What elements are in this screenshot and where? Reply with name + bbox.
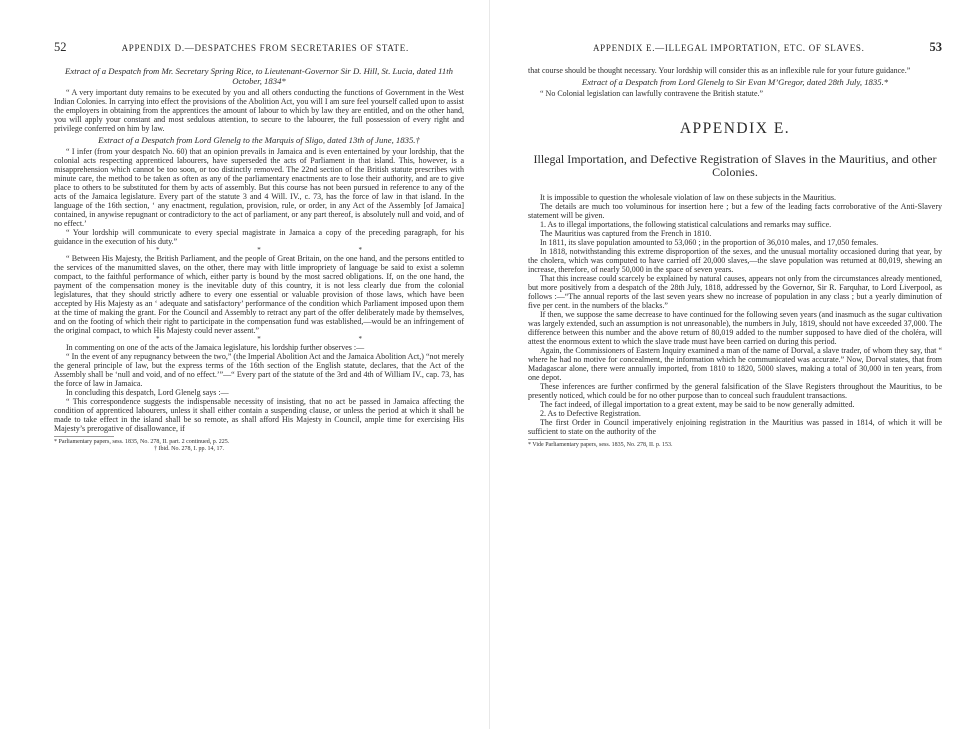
paragraph: In 1818, notwithstanding this extreme disproportion of the sexes, and the unusual mortality occasioned during that year, by the cholera, which was computed to have carried off 20,000 slaves,—the slave population was returned at 80,019, shewing an increase, therefore, of nearly 50,000 in the space of seven years. bbox=[528, 247, 942, 274]
appendix-title: APPENDIX E. bbox=[679, 120, 791, 137]
paragraph: Again, the Commissioners of Eastern Inquiry examined a man of the name of Dorval, a slave trader, of whom they say, that “ where he had no motive for concealment, the information which he communicated was accurate.” Now, Dorval states, that from Madagascar alone, there were annually imported, from 1810 to 1820, 5000 slaves, making a total of 30,000 in ten years, from one depot. bbox=[528, 346, 942, 382]
footnote: * Parliamentary papers, sess. 1835, No. 278, II. part. 2 continued, p. 225. bbox=[54, 439, 230, 445]
paragraph: 1. As to illegal importations, the following statistical calculations and remarks may suffice. bbox=[540, 220, 832, 229]
right-page-body bbox=[528, 66, 942, 449]
paragraph: “ In the event of any repugnancy between the two,” (the Imperial Abolition Act and the Jamaica Abolition Act,) “not merely the general principle of law, but the express terms of the 16th section of the English statute, declares, that the Act of the Assembly shall be ‘null and void, and of no effect.’”—“ Every part of the statute of the 3rd and 4th of William IV., cap. 73, has the force of law in Jamaica. bbox=[54, 352, 464, 388]
extract-heading-spring-rice: Extract of a Despatch from Mr. Secretary Spring Rice, to Lieutenant-Governor Sir D. Hill, St. Lucia, dated 11th October, 1834* bbox=[65, 66, 453, 86]
paragraph: The fact indeed, of illegal importation to a great extent, may be said to be now generally admitted. bbox=[540, 400, 855, 409]
paragraph: “ Between His Majesty, the British Parliament, and the people of Great Britain, on the one hand, and the persons entitled to the services of the manumitted slaves, on the other, there may with little impropriety of language be said to exist a solemn compact, to the faithful performance of which, either party is bound by the most sacred obligations. If, on the one hand, the payment of the compensation money is the inevitable duty of this country, it is not less clearly due from the colonial legislatures, that they should strictly adhere to every one essential or valuable provision of those laws, which have been accepted by His Majesty as an ‘ adequate and satisfactory’ performance of the condition which Parliament imposed upon them at the time of making the grant. For the Council and Assembly to retract any part of the offer deliberately made by themselves, and on the footing of which their right to participate in the compensation fund was established,—would be an infringement of the original compact, to which His Majesty could never assent.” bbox=[54, 254, 464, 335]
right-page-number: 53 bbox=[929, 40, 942, 54]
paragraph: The details are much too voluminous for insertion here ; but a few of the leading facts corroborative of the Anti-Slavery statement will be given. bbox=[528, 202, 942, 220]
left-page-body bbox=[54, 66, 464, 453]
right-running-head: APPENDIX E.—ILLEGAL IMPORTATION, ETC. OF SLAVES. bbox=[592, 43, 865, 53]
extract-heading-glenelg-mgregor: Extract of a Despatch from Lord Glenelg to Sir Evan M’Gregor, dated 28th July, 1835.* bbox=[581, 77, 889, 87]
extract-heading-glenelg-sligo: Extract of a Despatch from Lord Glenelg to the Marquis of Sligo, dated 13th of June, 1835.† bbox=[98, 135, 420, 145]
section-break-stars: * * * bbox=[156, 335, 410, 343]
left-page-number: 52 bbox=[54, 40, 67, 54]
left-running-head: APPENDIX D.—DESPATCHES FROM SECRETARIES OF STATE. bbox=[121, 43, 409, 53]
right-page-header bbox=[528, 40, 942, 56]
paragraph: In concluding this despatch, Lord Glenelg says :— bbox=[66, 388, 229, 397]
footnote: † Ibid. No. 278, I. pp. 14, 17. bbox=[154, 446, 224, 452]
left-page-header bbox=[54, 40, 464, 56]
paragraph: It is impossible to question the wholesale violation of law on these subjects in the Mauritius. bbox=[540, 193, 836, 202]
footnote: * Vide Parliamentary papers, sess. 1835, No. 278, II. p. 153. bbox=[528, 442, 673, 448]
footnote-rule bbox=[54, 436, 114, 437]
paragraph: If then, we suppose the same decrease to have continued for the following seven years (and inasmuch as the sugar cultivation was largely extended, such an assumption is not unreasonable), the numbers in July, 1819, should not have exceeded 37,000. The difference between this number and the above return of 80,019 added to the number supposed to have died of the choléra, will attest the enormous extent to which the slave trade must have been carried on during this period. bbox=[528, 310, 942, 346]
right-page bbox=[490, 0, 980, 729]
paragraph: These inferences are further confirmed by the general falsification of the Slave Registers throughout the Mauritius, to be presently noticed, which could be for no other purpose than to conceal such fraudulent transactions. bbox=[528, 382, 942, 400]
paragraph: 2. As to Defective Registration. bbox=[540, 409, 641, 418]
paragraph: “ I infer (from your despatch No. 60) that an opinion prevails in Jamaica and is even entertained by your lordship, that the colonial acts respecting apprenticed labourers, have superseded the acts of Parliament in that island. This, however, is a misapprehension which cannot be too soon, or too distinctly removed. The 22nd section of the British statute prescribes with minute care, the method to be taken as often as any of the parliamentary enactments are to lose their authority, and are to give place to others to be substituted for them by acts of assembly. But this course has not been pursued in reference to any of the acts of the Jamaica legislature. Every part of the statute 3 and 4 Will. IV., c. 73, has the force of law in that island. In the language of the 16th section, ‘ any enactment, regulation, provision, rule, or order, in any Act of the Assembly [of Jamaica] contained, in anywise repugnant or contradictory to the act of parliament, or any part thereof, is absolutely null and void, and of no effect.’ bbox=[54, 147, 464, 228]
paragraph: “ Your lordship will communicate to every special magistrate in Jamaica a copy of the preceding paragraph, for his guidance in the execution of his duty.” bbox=[54, 228, 464, 246]
footnote-rule bbox=[528, 439, 588, 440]
paragraph: “ A very important duty remains to be executed by you and all others conducting the functions of Government in the West Indian Colonies. In carrying into effect the provisions of the Abolition Act, you will I am sure feel yourself called upon to assist the employers in obtaining from the apprentices the amount of labour to which by law they are entitled, and on the other hand, you will apply your constant and most sedulous attention, to secure to the labourer, the full possession of every right and privilege conferred on him by law. bbox=[54, 88, 464, 133]
paragraph: That this increase could scarcely be explained by natural causes, appears not only from the circumstances already mentioned, but more positively from a despatch of the 28th July, 1818, addressed by the Governor, Sir R. Farquhar, to Lord Liverpool, as follows :—“The annual reports of the last seven years shew no increase of population in any class ; but a yearly diminution of five per cent. in the numbers of the blacks.” bbox=[528, 274, 942, 310]
section-break-stars: * * * bbox=[156, 246, 410, 254]
paragraph: The first Order in Council imperatively enjoining registration in the Mauritius was passed in 1814, of which it will be sufficient to state on the authority of the bbox=[528, 418, 942, 436]
paragraph: that course should be thought necessary. Your lordship will consider this as an inflexible rule for your future guidance.” bbox=[528, 66, 911, 75]
paragraph: In 1811, its slave population amounted to 53,060 ; in the proportion of 36,010 males, and 17,050 females. bbox=[540, 238, 879, 247]
paragraph: “ This correspondence suggests the indispensable necessity of insisting, that no act be passed in Jamaica affecting the condition of apprenticed labourers, unless it shall either contain a suspending clause, or unless the period at which it shall be made to take effect in the island shall be so remote, as shall afford His Majesty in Council, ample time for exercising His Majesty’s prerogative of disallowance, if bbox=[54, 397, 464, 433]
section-title: Illegal Importation, and Defective Registration of Slaves in the Mauritius, and other Colonies. bbox=[533, 152, 937, 179]
paragraph: The Mauritius was captured from the French in 1810. bbox=[540, 229, 712, 238]
paragraph: In commenting on one of the acts of the Jamaica legislature, his lordship further observes :— bbox=[66, 343, 365, 352]
paragraph: “ No Colonial legislation can lawfully contravene the British statute.” bbox=[540, 89, 764, 98]
